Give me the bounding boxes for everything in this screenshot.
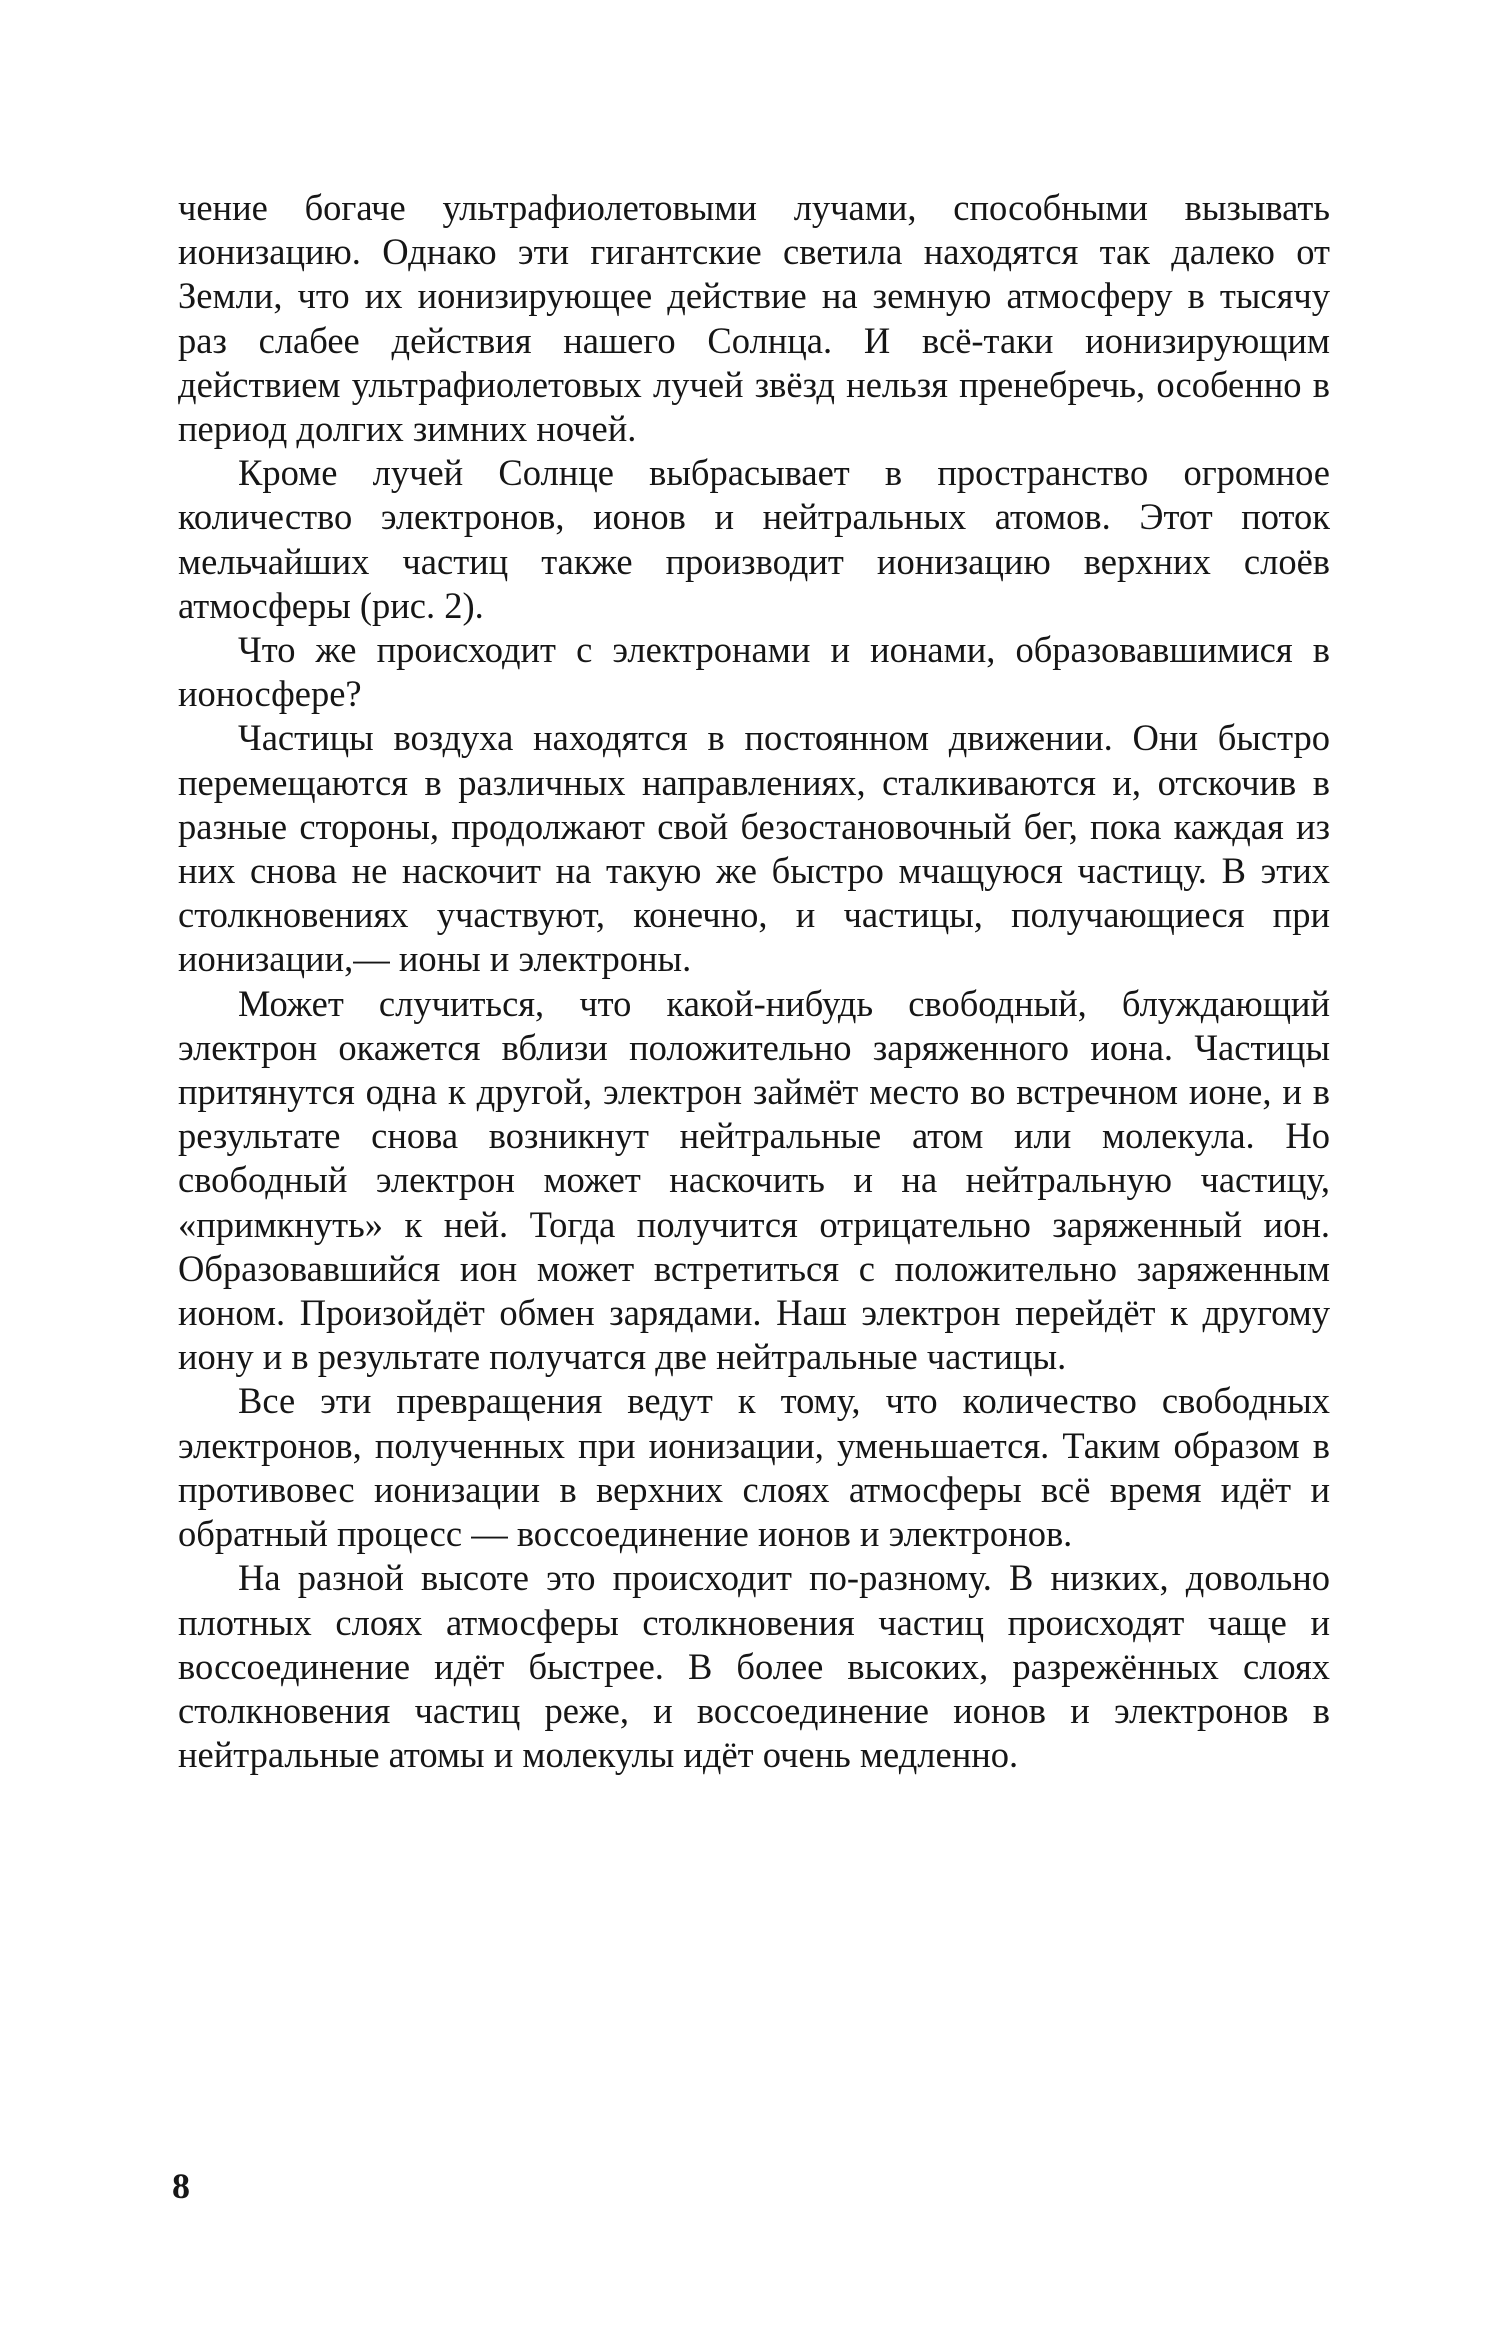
paragraph: Частицы воздуха находятся в постоянном движении. Они быстро перемещаются в различных направлениях, сталкиваются и, отскочив в разные стороны, продолжают свой безостановочный бег, пока каждая из них снова не наскочит на такую же быстро мчащуюся частицу. В этих столкновениях участвуют, конечно, и частицы, получающиеся при ионизации,— ионы и электроны. — [178, 717, 1330, 980]
page-number: 8 — [172, 2166, 190, 2206]
paragraph: Все эти превращения ведут к тому, что количество свободных электронов, полученных при ионизации, уменьшается. Таким образом в противовес ионизации в верхних слоях атмосферы всё время идёт и обратный процесс — воссоединение ионов и электронов. — [178, 1380, 1330, 1555]
body-text — [178, 186, 1330, 1777]
paragraph: Кроме лучей Солнце выбрасывает в пространство огромное количество электронов, ионов и нейтральных атомов. Этот поток мельчайших частиц также производит ионизацию верхних слоёв атмосферы (рис. 2). — [178, 452, 1330, 626]
paragraph: Что же происходит с электронами и ионами, образовавшимися в ионосфере? — [178, 629, 1330, 715]
paragraph: Может случиться, что какой-нибудь свободный, блуждающий электрон окажется вблизи положительно заряженного иона. Частицы притянутся одна к другой, электрон займёт место во встречном ионе, и в результате снова возникнут нейтральные атом или молекула. Но свободный электрон может наскочить и на нейтральную частицу, «примкнуть» к ней. Тогда получится отрицательно заряженный ион. Образовавшийся ион может встретиться с положительно заряженным ионом. Произойдёт обмен зарядами. Наш электрон перейдёт к другому иону и в результате получатся две нейтральные частицы. — [178, 982, 1330, 1378]
paragraph: На разной высоте это происходит по-разному. В низких, довольно плотных слоях атмосферы столкновения частиц происходят чаще и воссоединение идёт быстрее. В более высоких, разрежённых слоях столкновения частиц реже, и воссоединение ионов и электронов в нейтральные атомы и молекулы идёт очень медленно. — [178, 1557, 1330, 1776]
paragraph-continued: чение богаче ультрафиолетовыми лучами, способными вызывать ионизацию. Однако эти гигантские светила находятся так далеко от Земли, что их ионизирующее действие на земную атмосферу в тысячу раз слабее действия нашего Солнца. И всё-таки ионизирующим действием ультрафиолетовых лучей звёзд нельзя пренебречь, особенно в период долгих зимних ночей. — [178, 187, 1330, 450]
